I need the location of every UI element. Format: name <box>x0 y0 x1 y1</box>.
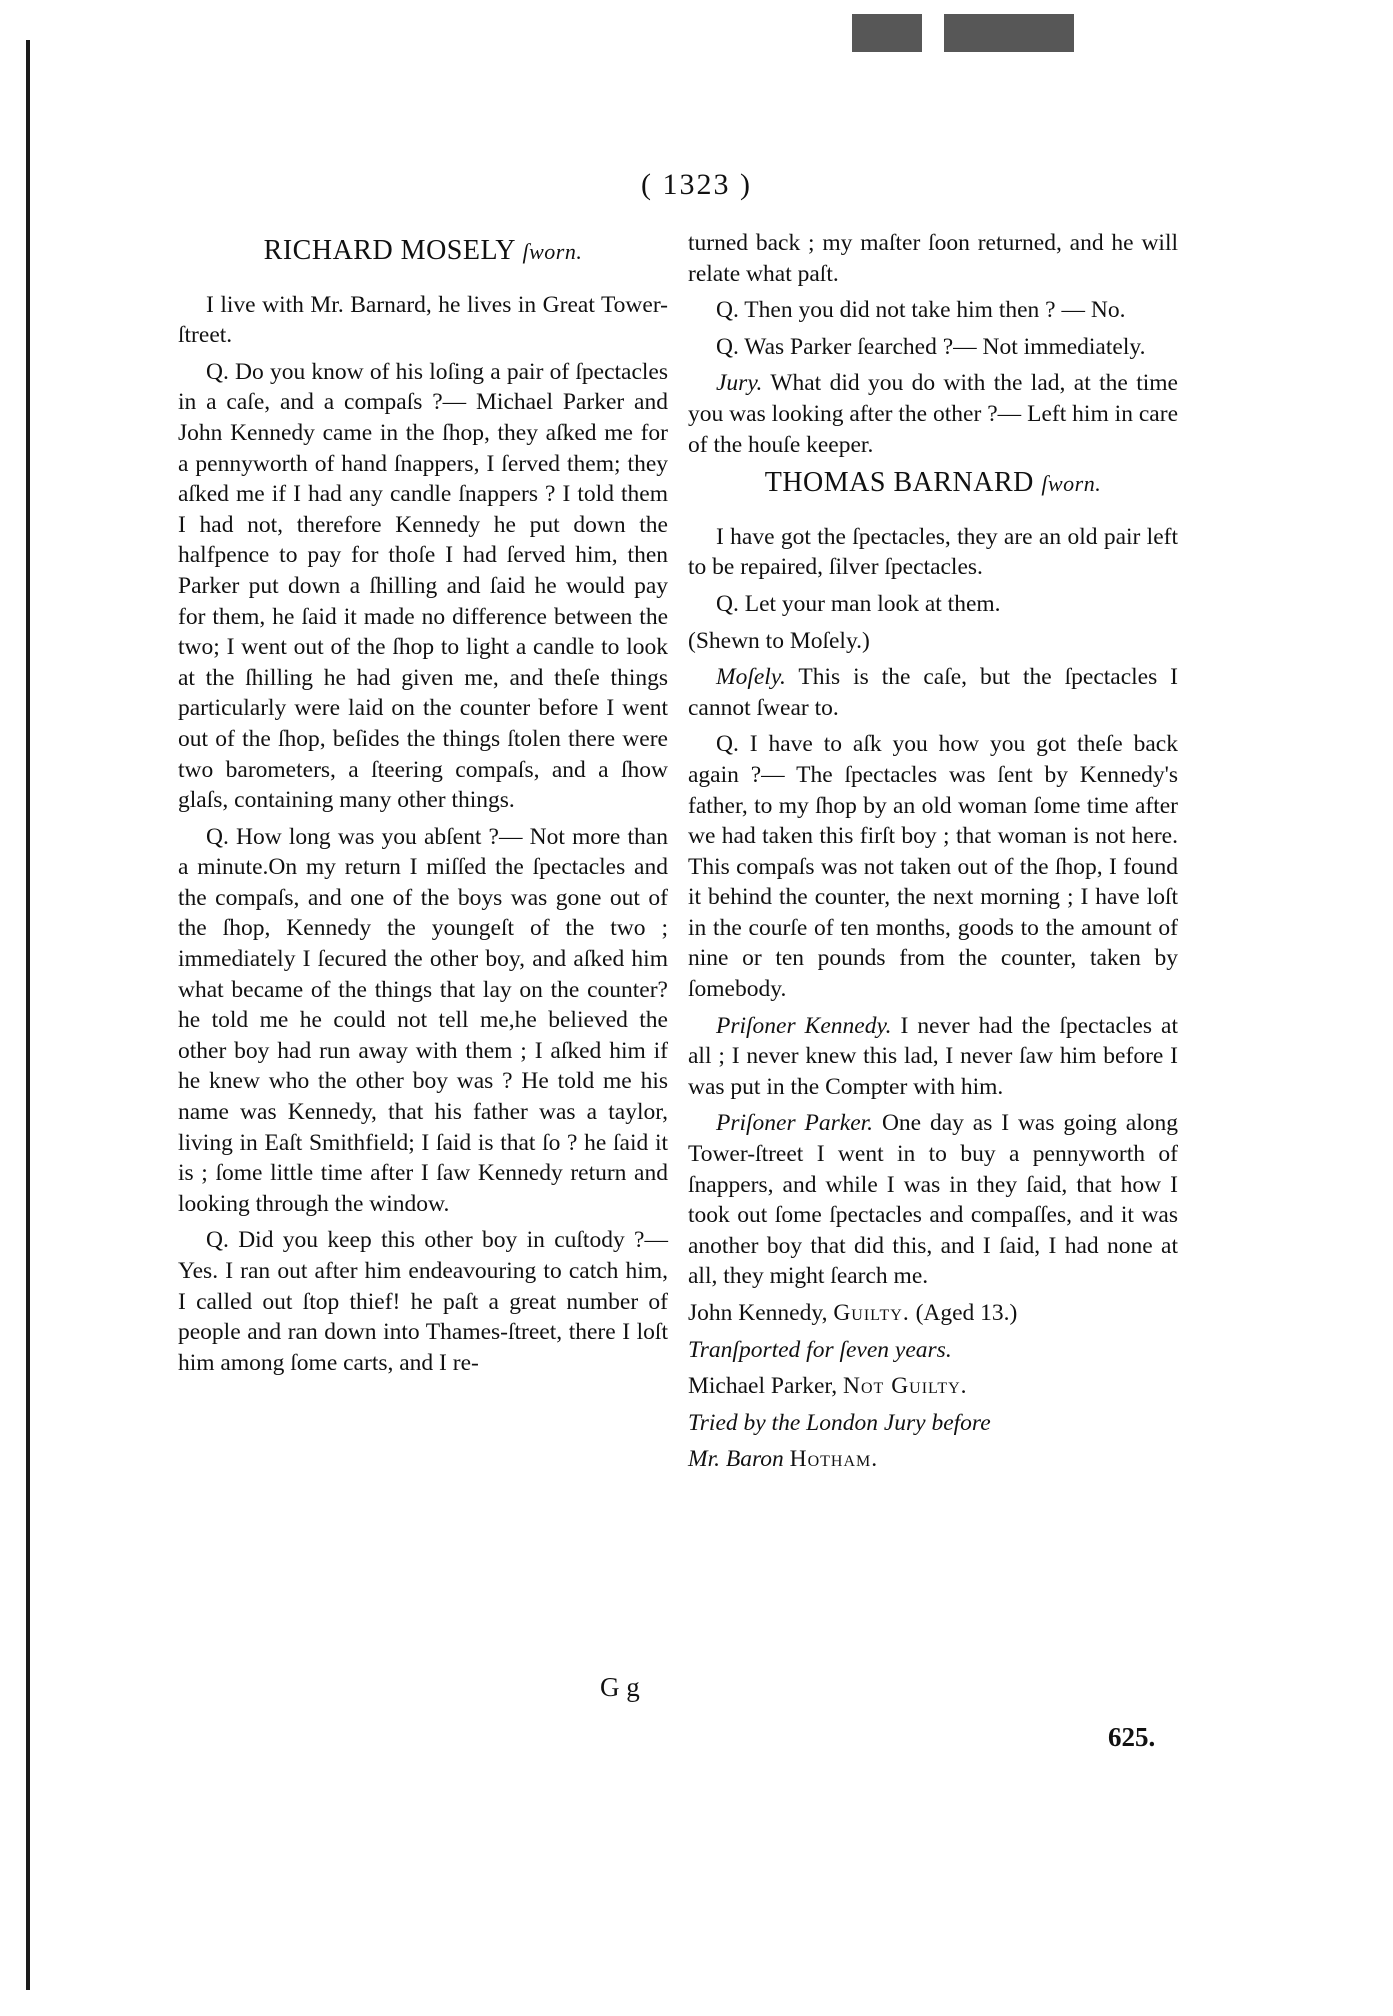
speaker-label: Moſely. <box>716 664 786 691</box>
verdict-text: Guilty. <box>833 1300 910 1326</box>
stage-direction: (Shewn to Moſely.) <box>688 627 870 654</box>
mosely-answer <box>688 662 1178 723</box>
folio-number: 625. <box>1108 1722 1156 1752</box>
testimony-paragraph: Q. Let your man look at them. <box>716 590 1001 617</box>
jury-question <box>688 368 1178 460</box>
testimony-paragraph: Q. Was Parker ſearched ?— Not immediately. <box>716 333 1146 360</box>
speaker-label: Priſoner Parker. <box>716 1110 874 1137</box>
verdict-kennedy <box>688 1298 1178 1329</box>
witness-heading-barnard <box>688 468 1178 500</box>
testimony-paragraph: I have got the ſpectacles, they are an old pair left to be repaired, ſilver ſpectacles. <box>688 523 1178 581</box>
testimony-paragraph: Q. Then you did not take him then ? — No. <box>716 297 1126 324</box>
testimony-paragraph: Q. I have to aſk you how you got theſe back again ?— The ſpectacles was ſent by Kennedy's father, to my ſhop by an old woman ſome time after we had taken this firſt boy ; that woman is not here. This compaſs was not taken out of the ſhop, I found it behind the counter, the next morning ; I have loſt in the courſe of ten months, goods to the amount of nine or ten pounds from the counter, taken by ſomebody. <box>688 731 1178 1003</box>
testimony-paragraph: Q. Did you keep this other boy in cuſtody ?—Yes. I ran out after him endeavouring to catch him, I called out ſtop thief! he paſt a great number of people and ran down into Thames-ſtreet, there I loſt him among ſome carts, and I re- <box>178 1227 668 1376</box>
witness-name: RICHARD MOSELY <box>263 235 515 266</box>
witness-heading-mosely <box>178 236 668 268</box>
prisoner-kennedy-statement <box>688 1011 1178 1103</box>
speaker-label: Priſoner Kennedy. <box>716 1012 892 1039</box>
prisoner-parker-statement <box>688 1108 1178 1292</box>
right-column <box>688 228 1178 1481</box>
testimony-paragraph: turned back ; my maſter ſoon returned, and he will relate what paſt. <box>688 230 1178 287</box>
speaker-text: I never had the ſpectacles at all ; I never knew this lad, I never ſaw him before I was put in the Compter with him. <box>688 1012 1179 1100</box>
left-column <box>178 228 668 1384</box>
sworn-label: ſworn. <box>1041 471 1102 497</box>
verdict-parker <box>688 1371 1178 1402</box>
tried-line: Tried by the London Jury before <box>688 1409 991 1436</box>
sworn-label: ſworn. <box>522 239 583 264</box>
defendant-name: John Kennedy, <box>688 1300 828 1326</box>
judge-name: Hotham. <box>789 1446 879 1473</box>
sentence-kennedy: Tranſported for ſeven years. <box>688 1336 952 1363</box>
page-number: ( 1323 ) <box>641 168 752 201</box>
ink-smudge <box>944 14 1074 52</box>
defendant-name: Michael Parker, <box>688 1373 838 1400</box>
jury-label: Jury. <box>716 370 763 397</box>
judge-line <box>688 1444 1178 1475</box>
speaker-text: This is the caſe, but the ſpectacles I cannot ſwear to. <box>688 664 1179 721</box>
witness-name: THOMAS BARNARD <box>764 467 1034 499</box>
defendant-age: (Aged 13.) <box>915 1300 1018 1326</box>
jury-text: What did you do with the lad, at the time you was looking after the other ?— Left him in care of the houſe keeper. <box>688 370 1178 458</box>
judge-prefix: Mr. Baron <box>688 1446 784 1473</box>
testimony-paragraph: I live with Mr. Barnard, he lives in Great Tower-ſtreet. <box>178 291 668 349</box>
speaker-text: One day as I was going along Tower-ſtreet I went in to buy a pennyworth of ſnappers, and while I was in they ſaid, that how I took out ſome ſpectacles and compaſſes, and it was another boy that did this, and I ſaid, I had none at all, they might ſearch me. <box>688 1110 1178 1290</box>
catchword: G g <box>600 1672 640 1702</box>
verdict-text: Not Guilty. <box>843 1373 968 1400</box>
ink-smudge <box>852 14 922 52</box>
testimony-paragraph: Q. Do you know of his loſing a pair of ſpectacles in a caſe, and a compaſs ?— Michael Parker and John Kennedy came in the ſhop, they aſked me for a pennyworth of hand ſnappers, I ſerved them; they aſked me if I had any candle ſnappers ? I told them I had not, therefore Kennedy he put down the halfpence to pay for thoſe I had ſerved him, then Parker put down a ſhilling and ſaid he would pay for them, he ſaid it made no difference between the two; I went out of the ſhop to light a candle to look at the ſhilling he had given me, and theſe things particularly were laid on the counter before I went out of the ſhop, beſides the things ſtolen there were two barometers, a ſteering compaſs, and a ſhow glaſs, containing many other things. <box>178 358 668 814</box>
page-edge-shadow <box>26 40 30 1990</box>
testimony-paragraph: Q. How long was you abſent ?— Not more than a minute.On my return I miſſed the ſpectacles and the compaſs, and one of the boys was gone out of the ſhop, Kennedy the youngeſt of the two ; immediately I ſecured the other boy, and aſked him what became of the things that lay on the counter? he told me he could not tell me,he believed the other boy had run away with them ; I aſked him if he knew who the other boy was ? He told me his name was Kennedy, that his father was a taylor, living in Eaſt Smithfield; I ſaid is that ſo ? he ſaid it is ; ſome little time after I ſaw Kennedy return and looking through the window. <box>178 823 668 1217</box>
